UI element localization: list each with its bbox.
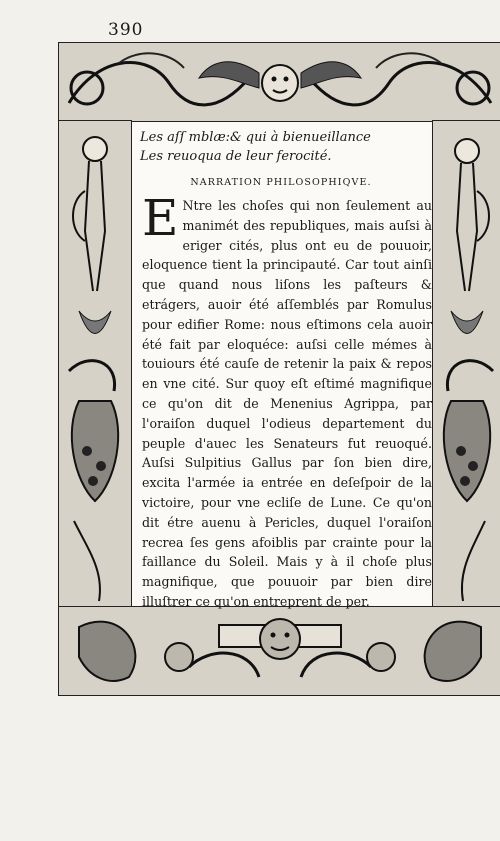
drop-cap-initial: E — [142, 189, 179, 247]
body-text: Ntre les choſes qui non ſeulement au manimét des republiques, mais auſsi à eriger cités, plus ont eu de pouuoir, eloquence tient la principauté. Car tout ainſi que quand nous liſons les paſteurs & etrágers, auoir été aſſemblés par Romulus pour edifier Rome: nous eſtimons cela auoir été fait par eloquéce: auſsi celle mémes à touiours été cauſe de retenir la paix & repos en vne cité. Sur quoy eſt eſtimé magnifique ce qu'on dit de Menenius Agrippa, par l'oraiſon duquel l'odieus departement du peuple d'auec les Senateurs fut reuoqué. Auſsi Sulpitius Gallus par ſon bien dire, excita l'armée ia entrée en deſeſpoir de la victoire, pour vne ecliſe de Lune. Ce qu'on dit étre auenu à Pericles, duquel l'oraiſon recrea ſes gens afoiblis par crainte pour la faillance du Soleil. Mais y à il choſe plus magnifique, que pouuoir par bien dire illuſtrer ce qu'on entreprent de per. — [142, 198, 432, 609]
page-number: 390 — [108, 20, 144, 40]
body-paragraph — [142, 189, 432, 612]
left-ornament-border — [58, 120, 132, 608]
top-ornament-band — [58, 42, 500, 122]
bottom-ornament-band — [58, 606, 500, 696]
right-ornament-border — [432, 120, 500, 608]
lead-line: Les aſſ mblæ:& qui à bienueillance — [140, 130, 371, 145]
lead-line: Les reuoqua de leur ferocité. — [140, 149, 332, 164]
lead-verse — [140, 128, 430, 166]
section-heading: NARRATION PHILOSOPHIQVE. — [190, 177, 372, 188]
